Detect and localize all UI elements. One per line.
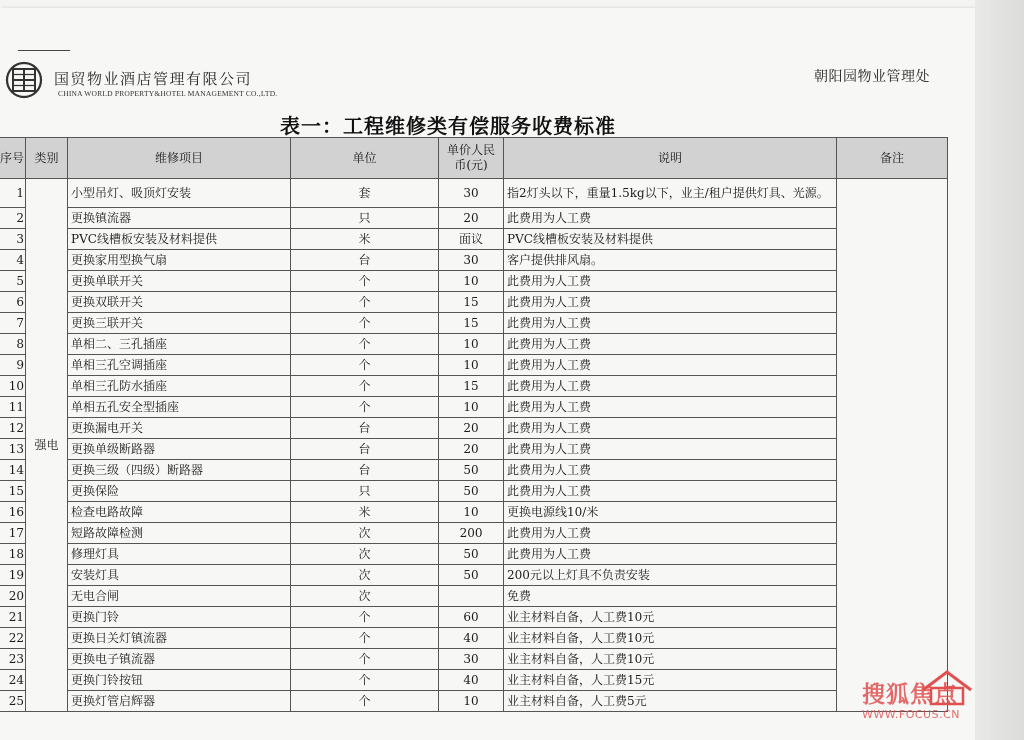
table-row — [0, 691, 948, 712]
table-row — [0, 607, 948, 628]
unit-cell: 个 — [291, 397, 439, 418]
item-cell: 更换保险 — [68, 481, 291, 502]
desc-cell: 业主材料自备，人工费5元 — [504, 691, 837, 712]
item-cell: 更换双联开关 — [68, 292, 291, 313]
price-cell: 10 — [439, 355, 504, 376]
table-header-row — [0, 138, 948, 179]
price-cell: 20 — [439, 439, 504, 460]
table-row — [0, 628, 948, 649]
row-number: 12 — [0, 418, 26, 439]
price-cell: 50 — [439, 544, 504, 565]
col-header-unit: 单位 — [291, 138, 439, 179]
desc-cell: 此费用为人工费 — [504, 355, 837, 376]
unit-cell: 个 — [291, 376, 439, 397]
item-cell: 短路故障检测 — [68, 523, 291, 544]
col-header-price: 单价人民币(元) — [439, 138, 504, 179]
row-number: 11 — [0, 397, 26, 418]
item-cell: 更换单联开关 — [68, 271, 291, 292]
unit-cell: 只 — [291, 481, 439, 502]
header-rule — [18, 50, 70, 51]
table-row — [0, 250, 948, 271]
table-row — [0, 292, 948, 313]
item-cell: 单相五孔安全型插座 — [68, 397, 291, 418]
price-cell: 50 — [439, 481, 504, 502]
price-cell: 10 — [439, 397, 504, 418]
desc-cell: 客户提供排风扇。 — [504, 250, 837, 271]
unit-cell: 次 — [291, 544, 439, 565]
price-cell: 20 — [439, 418, 504, 439]
table-row — [0, 418, 948, 439]
item-cell: 单相三孔空调插座 — [68, 355, 291, 376]
desc-cell: 业主材料自备，人工费10元 — [504, 649, 837, 670]
unit-cell: 台 — [291, 460, 439, 481]
row-number: 19 — [0, 565, 26, 586]
desc-cell: 业主材料自备，人工费10元 — [504, 628, 837, 649]
desc-cell: 200元以上灯具不负责安装 — [504, 565, 837, 586]
unit-cell: 个 — [291, 271, 439, 292]
unit-cell: 个 — [291, 649, 439, 670]
item-cell: 更换家用型换气扇 — [68, 250, 291, 271]
price-cell: 15 — [439, 313, 504, 334]
item-cell: PVC线槽板安装及材料提供 — [68, 229, 291, 250]
desc-cell: PVC线槽板安装及材料提供 — [504, 229, 837, 250]
row-number: 7 — [0, 313, 26, 334]
table-row — [0, 208, 948, 229]
item-cell: 更换电子镇流器 — [68, 649, 291, 670]
price-cell: 10 — [439, 271, 504, 292]
watermark — [862, 668, 977, 730]
desc-cell: 此费用为人工费 — [504, 481, 837, 502]
unit-cell: 个 — [291, 607, 439, 628]
table-row — [0, 271, 948, 292]
item-cell: 无电合闸 — [68, 586, 291, 607]
unit-cell: 个 — [291, 691, 439, 712]
row-number: 15 — [0, 481, 26, 502]
item-cell: 小型吊灯、吸顶灯安装 — [68, 179, 291, 208]
unit-cell: 个 — [291, 313, 439, 334]
unit-cell: 个 — [291, 628, 439, 649]
unit-cell: 米 — [291, 502, 439, 523]
table-row — [0, 179, 948, 208]
price-cell: 50 — [439, 460, 504, 481]
row-number: 3 — [0, 229, 26, 250]
note-cell — [837, 179, 948, 712]
unit-cell: 个 — [291, 670, 439, 691]
price-cell: 30 — [439, 649, 504, 670]
row-number: 1 — [0, 179, 26, 208]
unit-cell: 个 — [291, 292, 439, 313]
price-cell: 10 — [439, 334, 504, 355]
col-header-note: 备注 — [837, 138, 948, 179]
item-cell: 单相二、三孔插座 — [68, 334, 291, 355]
desc-cell: 此费用为人工费 — [504, 334, 837, 355]
col-header-no: 序号 — [0, 138, 26, 179]
row-number: 14 — [0, 460, 26, 481]
row-number: 6 — [0, 292, 26, 313]
item-cell: 更换三级（四级）断路器 — [68, 460, 291, 481]
desc-cell: 此费用为人工费 — [504, 523, 837, 544]
unit-cell: 台 — [291, 250, 439, 271]
row-number: 21 — [0, 607, 26, 628]
row-number: 5 — [0, 271, 26, 292]
item-cell: 更换单级断路器 — [68, 439, 291, 460]
desc-cell: 此费用为人工费 — [504, 439, 837, 460]
item-cell: 更换漏电开关 — [68, 418, 291, 439]
row-number: 20 — [0, 586, 26, 607]
table-row — [0, 313, 948, 334]
row-number: 16 — [0, 502, 26, 523]
desc-cell: 此费用为人工费 — [504, 271, 837, 292]
table-row — [0, 670, 948, 691]
row-number: 8 — [0, 334, 26, 355]
table-row — [0, 397, 948, 418]
row-number: 10 — [0, 376, 26, 397]
price-cell: 15 — [439, 376, 504, 397]
row-number: 23 — [0, 649, 26, 670]
table-row — [0, 481, 948, 502]
table-row — [0, 544, 948, 565]
price-cell: 20 — [439, 208, 504, 229]
price-cell — [439, 586, 504, 607]
table-row — [0, 460, 948, 481]
row-number: 9 — [0, 355, 26, 376]
item-cell: 更换日关灯镇流器 — [68, 628, 291, 649]
table-row — [0, 586, 948, 607]
company-name-cn: 国贸物业酒店管理有限公司 — [54, 70, 253, 88]
price-cell: 40 — [439, 670, 504, 691]
col-header-item: 维修项目 — [68, 138, 291, 179]
table-row — [0, 355, 948, 376]
price-cell: 60 — [439, 607, 504, 628]
table-row — [0, 502, 948, 523]
price-cell: 10 — [439, 502, 504, 523]
scan-edge — [975, 0, 1024, 740]
row-number: 22 — [0, 628, 26, 649]
table-row — [0, 649, 948, 670]
desc-cell: 此费用为人工费 — [504, 313, 837, 334]
unit-cell: 个 — [291, 334, 439, 355]
row-number: 4 — [0, 250, 26, 271]
price-cell: 50 — [439, 565, 504, 586]
watermark-text: 搜狐焦点 — [862, 682, 958, 708]
row-number: 25 — [0, 691, 26, 712]
price-cell: 面议 — [439, 229, 504, 250]
desc-cell: 业主材料自备，人工费15元 — [504, 670, 837, 691]
item-cell: 修理灯具 — [68, 544, 291, 565]
col-header-category: 类别 — [26, 138, 68, 179]
table-row — [0, 376, 948, 397]
page-title: 表一：工程维修类有偿服务收费标准 — [280, 114, 616, 138]
desc-cell: 更换电源线10/米 — [504, 502, 837, 523]
item-cell: 更换门铃按钮 — [68, 670, 291, 691]
company-name-en: CHINA WORLD PROPERTY&HOTEL MANAGEMENT CO.,LTD. — [58, 89, 278, 98]
office-name: 朝阳园物业管理处 — [814, 69, 930, 85]
row-number: 17 — [0, 523, 26, 544]
unit-cell: 套 — [291, 179, 439, 208]
table-row — [0, 523, 948, 544]
row-number: 2 — [0, 208, 26, 229]
desc-cell: 此费用为人工费 — [504, 208, 837, 229]
item-cell: 单相三孔防水插座 — [68, 376, 291, 397]
table-row — [0, 565, 948, 586]
watermark-url: WWW.FOCUS.CN — [862, 708, 960, 721]
desc-cell: 业主材料自备，人工费10元 — [504, 607, 837, 628]
table-row — [0, 439, 948, 460]
unit-cell: 米 — [291, 229, 439, 250]
row-number: 18 — [0, 544, 26, 565]
unit-cell: 次 — [291, 586, 439, 607]
desc-cell: 此费用为人工费 — [504, 397, 837, 418]
item-cell: 更换门铃 — [68, 607, 291, 628]
unit-cell: 次 — [291, 523, 439, 544]
row-number: 13 — [0, 439, 26, 460]
item-cell: 更换灯管启辉器 — [68, 691, 291, 712]
item-cell: 更换镇流器 — [68, 208, 291, 229]
desc-cell: 此费用为人工费 — [504, 460, 837, 481]
price-cell: 10 — [439, 691, 504, 712]
table-row — [0, 229, 948, 250]
desc-cell: 免费 — [504, 586, 837, 607]
table-row — [0, 334, 948, 355]
price-cell: 15 — [439, 292, 504, 313]
desc-cell: 此费用为人工费 — [504, 292, 837, 313]
desc-cell: 此费用为人工费 — [504, 376, 837, 397]
price-cell: 30 — [439, 179, 504, 208]
unit-cell: 台 — [291, 418, 439, 439]
category-cell: 强电 — [26, 179, 68, 712]
company-logo-block — [4, 60, 294, 100]
company-logo-icon — [4, 60, 44, 100]
unit-cell: 次 — [291, 565, 439, 586]
desc-cell: 此费用为人工费 — [504, 544, 837, 565]
row-number: 24 — [0, 670, 26, 691]
unit-cell: 只 — [291, 208, 439, 229]
item-cell: 检查电路故障 — [68, 502, 291, 523]
unit-cell: 个 — [291, 355, 439, 376]
unit-cell: 台 — [291, 439, 439, 460]
price-cell: 30 — [439, 250, 504, 271]
desc-cell: 指2灯头以下，重量1.5kg以下，业主/租户提供灯具、光源。 — [504, 179, 837, 208]
price-cell: 40 — [439, 628, 504, 649]
item-cell: 安装灯具 — [68, 565, 291, 586]
desc-cell: 此费用为人工费 — [504, 418, 837, 439]
item-cell: 更换三联开关 — [68, 313, 291, 334]
col-header-desc: 说明 — [504, 138, 837, 179]
price-cell: 200 — [439, 523, 504, 544]
fee-table — [0, 137, 948, 712]
